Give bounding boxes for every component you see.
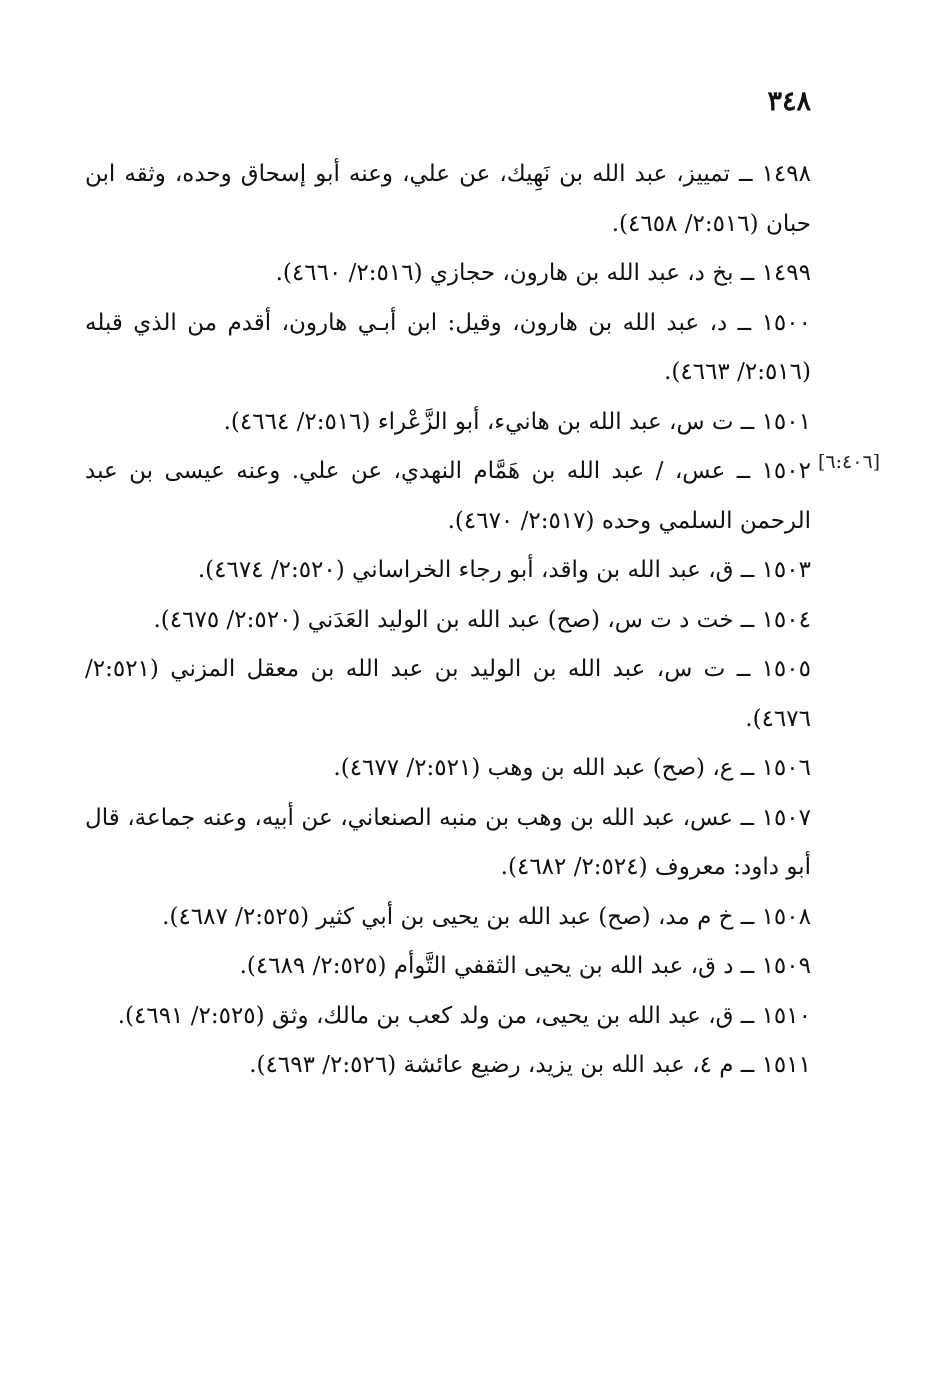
entry-1511: ١٥١١ ــ م ٤، عبد الله بن يزيد، رضيع عائشة (٢:٥٢٦/ ٤٦٩٣). [249, 1052, 811, 1078]
entry-1499: ١٤٩٩ ــ بخ د، عبد الله بن هارون، حجازي (٢:٥١٦/ ٤٦٦٠). [275, 260, 811, 286]
entry-1503: ١٥٠٣ ــ ق، عبد الله بن واقد، أبو رجاء الخراساني (٢:٥٢٠/ ٤٦٧٤). [197, 557, 811, 583]
entry-1501: ١٥٠١ ــ ت س، عبد الله بن هانيء، أبو الزَّعْراء (٢:٥١٦/ ٤٦٦٤). [223, 408, 811, 435]
entry-1506: ١٥٠٦ ــ ع، (صح) عبد الله بن وهب (٢:٥٢١/ ٤٦٧٧). [333, 755, 811, 781]
page-number: ٣٤٨ [767, 86, 811, 117]
entry-1509: ١٥٠٩ ــ د ق، عبد الله بن يحيى الثقفي التَّوأم (٢:٥٢٥/ ٤٦٨٩). [239, 953, 811, 979]
entry-1502: ١٥٠٢ ــ عس، / عبد الله بن هَمَّام النهدي، عن علي. وعنه عيسى بن عبد الرحمن السلمي وحده (٢:٥١٧/ ٤٦٧٠). [85, 458, 811, 534]
entry-1508: ١٥٠٨ ــ خ م مد، (صح) عبد الله بن يحيى بن أبي كثير (٢:٥٢٥/ ٤٦٨٧). [162, 903, 811, 930]
entry-1504: ١٥٠٤ ــ خت د ت س، (صح) عبد الله بن الوليد العَدَني (٢:٥٢٠/ ٤٦٧٥). [153, 606, 811, 633]
entry-list [85, 150, 811, 1091]
margin-reference: [٦:٤٠٦] [818, 451, 881, 473]
entry-1505: ١٥٠٥ ــ ت س، عبد الله بن الوليد بن عبد الله بن معقل المزني (٢:٥٢١/ ٤٦٧٦). [85, 656, 811, 732]
entry-1507: ١٥٠٧ ــ عس، عبد الله بن وهب بن منبه الصنعاني، عن أبيه، وعنه جماعة، قال أبو داود: معروف (٢:٥٢٤/ ٤٦٨٢). [85, 804, 812, 880]
entry-1500: ١٥٠٠ ــ د، عبد الله بن هارون، وقيل: ابن أبـي هارون، أقدم من الذي قبله (٢:٥١٦/ ٤٦٦٣). [85, 309, 811, 385]
entry-1510: ١٥١٠ ــ ق، عبد الله بن يحيى، من ولد كعب بن مالك، وثق (٢:٥٢٥/ ٤٦٩١). [117, 1002, 811, 1029]
entry-1498: ١٤٩٨ ــ تمييز، عبد الله بن نَهِيك، عن علي، وعنه أبو إسحاق وحده، وثقه ابن حبان (٢:٥١٦/ ٤٦٥٨). [85, 161, 811, 237]
